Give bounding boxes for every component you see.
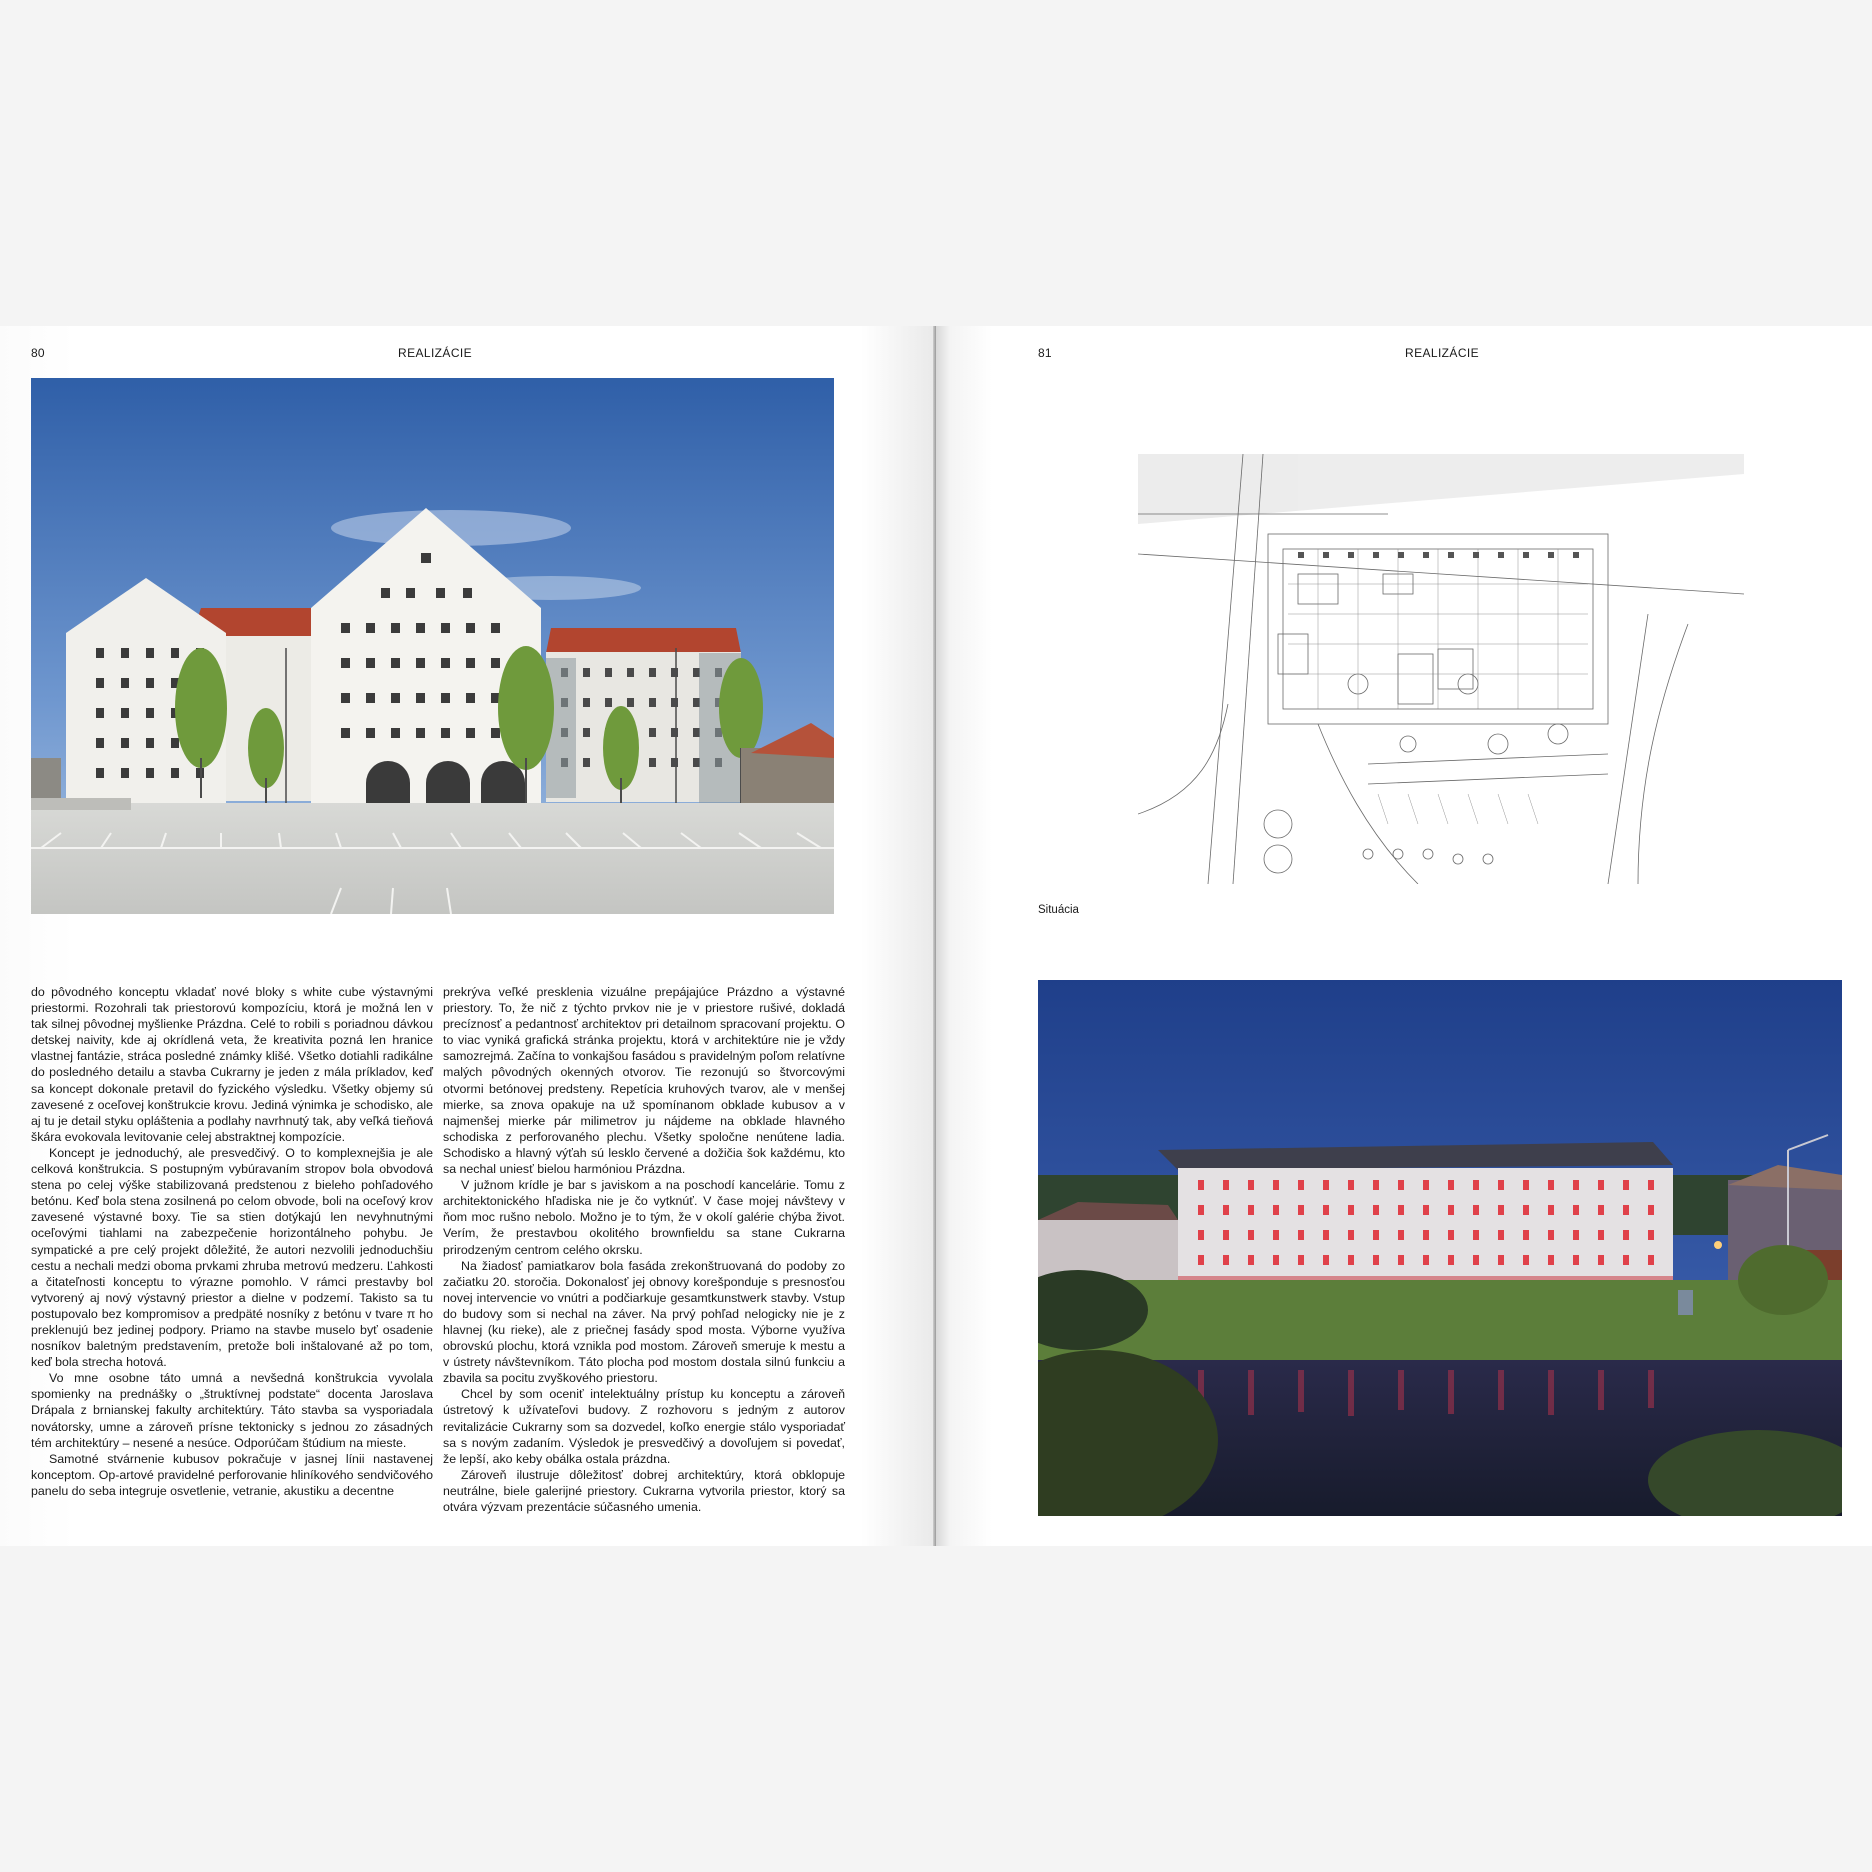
- paragraph: Zároveň ilustruje dôležitosť dobrej architektúry, ktorá obklopuje neutrálne, biele galerijné priestory. Cukrarna vytvorila priestor, ktorý sa otvára výzvam prezentácie súčasného umenia.: [443, 1467, 845, 1514]
- text-column-1: [31, 984, 433, 1499]
- photo-building-night: [1038, 980, 1842, 1516]
- paragraph: Vo mne osobne táto umná a nevšedná konštrukcia vyvolala spomienky na prednášky o „štruktívnej podstate“ docenta Jaroslava Drápala z brnianskej fakulty architektúry. Táto stavba sa vysporiadala novátorsky, umne a zároveň prísne tektonicky s jednou zo zásadných tém architektúry – nesené a nesúce. Odporúčam štúdium na mieste.: [31, 1371, 433, 1450]
- paragraph: Na žiadosť pamiatkarov bola fasáda zrekonštruovaná do podoby zo začiatku 20. storočia. Dokonalosť jej obnovy korešponduje s presnosťou novej intervencie vo vnútri a podčiarkuje gesamtkunstwerk stavby. Vstup do budovy som si nechal na záver. Na prvý pohľad nelogicky nie je z hlavnej (ku rieke), ale z priečnej fasády spod mosta. Výborne využíva obrovskú plochu, ktorá vznikla pod mostom. Zároveň smeruje k mestu a v ústrety návštevníkom. Táto plocha pod mostom dostala silnú funkciu a zbavila sa pocitu zvyškového priestoru.: [443, 1258, 845, 1386]
- paragraph: Samotné stvárnenie kubusov pokračuje v jasnej línii nastavenej konceptom. Op-artové pravidelné perforovanie hliníkového sendvičového panelu do seba integruje osvetlenie, vetranie, akustiku a decentne: [31, 1451, 433, 1498]
- running-head-right: REALIZÁCIE: [1405, 346, 1480, 360]
- paragraph: prekrýva veľké presklenia vizuálne prepájajúce Prázdno a výstavné priestory. To, že nič z týchto prvkov nie je v priestore rušivé, dokladá precíznosť a pedantnosť architektov pri detailnom spracovaní projektu. O to viac vyniká grafická stránka projektu, ktorá v architektúre nie je vždy samozrejmá. Začína to vonkajšou fasádou s pravidelným poľom relatívne malých pôvodných okenných otvorov. Tie rezonujú so štvorcovými otvormi betónovej predsteny. Repetícia kruhových tvarov, ale v menšej mierke, sa znova opakuje na už spomínanom obklade kubusov a v najmenšej mierke pár milimetrov ju nájdeme na obklade hlavného schodiska z perforovaného plechu. Všetky spoločne nenútene ladia. Schodisko a hlavný výťah sú lesklo červené a dožičia šok každému, kto sa nechal uniesť bielou harmóniou Prázdna.: [443, 985, 845, 1177]
- paragraph: Koncept je jednoduchý, ale presvedčivý. O to komplexnejšia je ale celková konštrukcia. S postupným vybúravaním stropov bola obvodová stena po celej výške stabilizovaná predstenou z bieleho pohľadového betónu. Keď bola stena zosilnená po celom obvode, boli na oceľový krov zavesené výstavné boxy. Tie sa stien dotýkajú len nevyhnutnými oceľovými tiahlami na zabezpečenie horizontálneho pohybu. Je sympatické a pre celý projekt dôležité, že autori nezvolili jednoduchšiu cestu a nechali medzi oboma prvkami zhruba metrovú medzeru. Ľahkosti a čitateľnosti konceptu to výrazne pomohlo. V rámci prestavby bol vytvorený aj nový výstavný priestor a dielne v podzemí. Takisto sa tu postupovalo bez kompromisov a predpäté nosníky z betónu v tvare π ho preklenujú bez jedinej podpory. Priamo na stavbe muselo byť osadenie nosníkov baletným predstavením, pretože boli inštalované až po tom, keď bola strecha hotová.: [31, 1145, 433, 1370]
- page-number-right: 81: [1038, 346, 1052, 360]
- paragraph: do pôvodného konceptu vkladať nové bloky s white cube výstavnými priestormi. Rozohrali tak priestorovú kompozíciu, ktorá je možná len v tak silnej pôvodnej myšlienke Prázdna. Celé to robili s poriadnou dávkou detskej naivity, kde aj okrídlená veta, že kreativita pozná len hranice vlastnej fantázie, stráca posledné známky klišé. Všetko dotiahli radikálne do posledného detailu a stavba Cukrarny je jeden z mála príkladov, keď sa koncept dokonale pretavil do fyzického výsledku. Všetky objemy sú zavesené z oceľovej konštrukcie krovu. Jediná výnimka je schodisko, ale aj tu je detail styku opláštenia a podlahy navrhnutý tak, aby veľká tieňová škára evokovala levitovanie celej abstraktnej kompozície.: [31, 985, 433, 1144]
- site-plan-drawing: [1138, 454, 1744, 884]
- photo-building-daylight: [31, 378, 834, 914]
- right-page: [936, 326, 1872, 1546]
- left-page: [0, 326, 936, 1546]
- paragraph: V južnom krídle je bar s javiskom a na poschodí kancelárie. Tomu z architektonického hľadiska nie je čo vytknúť. V čase mojej návštevy v ňom moc rušno nebolo. Možno je to tým, že v okolí galérie chýba život. Verím, že prestavbou okolitého brownfieldu sa stane Cukrarna prirodzeným centrom celého okrsku.: [443, 1178, 845, 1257]
- book-spread: [0, 326, 1872, 1546]
- text-column-2: [443, 984, 845, 1515]
- plan-caption: Situácia: [1038, 904, 1079, 916]
- paragraph: Chcel by som oceniť intelektuálny prístup ku konceptu a zároveň ústretový k užívateľovi budovy. Z rozhovoru s jedným z autorov revitalizácie Cukrarny som sa dozvedel, koľko energie stálo vysporiadať sa s novým zadaním. Výsledok je presvedčivý a dovoľujem si povedať, že lepší, ako keby obálka ostala prázdna.: [443, 1387, 845, 1466]
- running-head-left: REALIZÁCIE: [398, 346, 473, 360]
- page-number-left: 80: [31, 346, 45, 360]
